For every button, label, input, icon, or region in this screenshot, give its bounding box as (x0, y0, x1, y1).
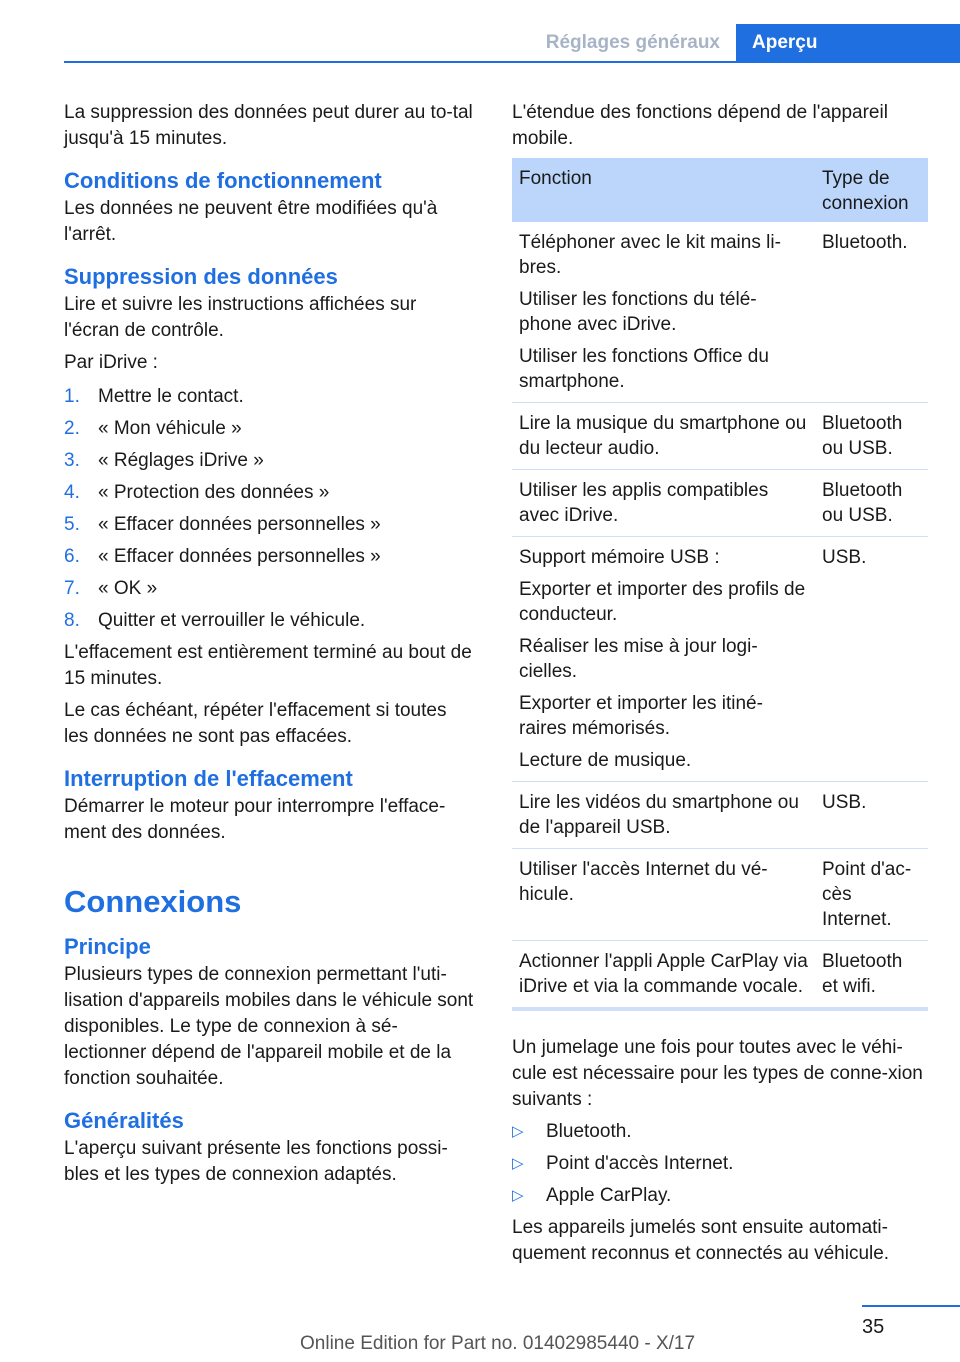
bullet-item (512, 1151, 928, 1183)
function-cell (512, 222, 815, 403)
triangle-bullet-icon: ▷ (512, 1123, 524, 1140)
conditions-text: Les données ne peuvent être modifiées qu'à l'arrêt. (64, 198, 438, 245)
heading-principe: Principe (64, 934, 151, 959)
heading-conditions: Conditions de fonctionnement (64, 168, 382, 193)
connection-types-list (512, 1119, 928, 1215)
step-number: 8. (64, 610, 80, 631)
function-text: Actionner l'appli Apple CarPlay via iDrive et via la commande vocale. (519, 951, 808, 997)
step-item (64, 576, 474, 608)
functions-intro-text: L'étendue des fonctions dépend de l'appareil mobile. (512, 102, 888, 149)
heading-interruption: Interruption de l'effacement (64, 766, 353, 791)
connection-type-cell: Point d'ac-cès Internet. (815, 849, 928, 941)
footer-rule (862, 1305, 960, 1307)
steps-list (64, 384, 474, 640)
connection-type-cell: Bluetooth ou USB. (815, 403, 928, 470)
table-row (512, 941, 928, 1010)
function-text: Utiliser l'accès Internet du vé-hicule. (519, 859, 768, 905)
step-number: 2. (64, 418, 80, 439)
step-text: Quitter et verrouiller le véhicule. (98, 610, 366, 631)
step-text: « Effacer données personnelles » (98, 546, 381, 567)
right-column (512, 100, 928, 1273)
triangle-bullet-icon: ▷ (512, 1187, 524, 1204)
step-item (64, 608, 474, 640)
function-text: Réaliser les mise à jour logi-cielles. (519, 636, 758, 682)
bullet-item (512, 1119, 928, 1151)
step-item (64, 512, 474, 544)
step-text: Mettre le contact. (98, 386, 244, 407)
table-row (512, 849, 928, 941)
connection-table (512, 158, 928, 1011)
paired-devices-text: Les appareils jumelés sont ensuite automati-quement reconnus et connectés au véhicule. (512, 1217, 890, 1264)
table-row (512, 782, 928, 849)
step-text: « Effacer données personnelles » (98, 514, 381, 535)
function-text: Lire la musique du smartphone ou du lecteur audio. (519, 413, 807, 459)
step-item (64, 544, 474, 576)
erase-complete-text: L'effacement est entièrement terminé au bout de 15 minutes. (64, 642, 472, 689)
function-text: Utiliser les fonctions du télé-phone avec iDrive. (519, 289, 757, 335)
bullet-item (512, 1183, 928, 1215)
header-active-tab: Aperçu (736, 24, 960, 63)
connection-type-cell: USB. (815, 782, 928, 849)
connection-type-cell: Bluetooth et wifi. (815, 941, 928, 1010)
pairing-text: Un jumelage une fois pour toutes avec le véhi-cule est nécessaire pour les types de conne-xion suivants : (512, 1037, 923, 1110)
function-text: Support mémoire USB : (519, 547, 720, 568)
step-text: « Protection des données » (98, 482, 330, 503)
step-item (64, 384, 474, 416)
heading-suppression: Suppression des données (64, 264, 338, 289)
function-text: Utiliser les fonctions Office du smartphone. (519, 346, 769, 392)
step-text: « OK » (98, 578, 158, 599)
step-item (64, 416, 474, 448)
edition-footer: Online Edition for Part no. 01402985440 - X/17 (300, 1333, 696, 1354)
function-text: Exporter et importer des profils de conducteur. (519, 579, 806, 625)
function-cell (512, 537, 815, 782)
table-header-connection-type: Type de connexion (815, 158, 928, 222)
header-rule (64, 61, 960, 63)
step-item (64, 448, 474, 480)
principe-text: Plusieurs types de connexion permettant l'uti-lisation d'appareils mobiles dans le véhicule sont disponibles. Le type de connexion à sé-lectionner dépend de l'appareil mobile et de la fonction souhaitée. (64, 964, 474, 1089)
function-cell (512, 403, 815, 470)
function-text: Lire les vidéos du smartphone ou de l'appareil USB. (519, 792, 799, 838)
left-column (64, 100, 474, 1194)
function-cell (512, 470, 815, 537)
idrive-label: Par iDrive : (64, 352, 158, 373)
bullet-text: Apple CarPlay. (546, 1185, 672, 1206)
deletion-duration-text: La suppression des données peut durer au to-tal jusqu'à 15 minutes. (64, 102, 473, 149)
table-row (512, 470, 928, 537)
table-header-row (512, 158, 928, 222)
heading-connexions: Connexions (64, 884, 242, 919)
page-number: 35 (862, 1316, 885, 1338)
connection-type-cell: Bluetooth. (815, 222, 928, 403)
step-text: « Réglages iDrive » (98, 450, 264, 471)
function-text: Téléphoner avec le kit mains li-bres. (519, 232, 781, 278)
function-text: Utiliser les applis compatibles avec iDrive. (519, 480, 769, 526)
step-text: « Mon véhicule » (98, 418, 242, 439)
bullet-text: Point d'accès Internet. (546, 1153, 734, 1174)
step-number: 5. (64, 514, 80, 535)
bullet-text: Bluetooth. (546, 1121, 632, 1142)
step-number: 3. (64, 450, 80, 471)
step-number: 1. (64, 386, 80, 407)
connection-type-cell: USB. (815, 537, 928, 782)
function-text: Exporter et importer les itiné-raires mémorisés. (519, 693, 763, 739)
function-cell (512, 941, 815, 1010)
triangle-bullet-icon: ▷ (512, 1155, 524, 1172)
generalites-text: L'aperçu suivant présente les fonctions possi-bles et les types de connexion adaptés. (64, 1138, 448, 1185)
table-header-function: Fonction (512, 158, 815, 222)
table-row (512, 403, 928, 470)
table-row (512, 537, 928, 782)
function-cell (512, 782, 815, 849)
function-text: Lecture de musique. (519, 750, 692, 771)
header-section-title: Réglages généraux (545, 32, 720, 53)
repeat-erase-text: Le cas échéant, répéter l'effacement si toutes les données ne sont pas effacées. (64, 700, 447, 747)
function-cell (512, 849, 815, 941)
step-item (64, 480, 474, 512)
heading-generalites: Généralités (64, 1108, 184, 1133)
table-row (512, 222, 928, 403)
step-number: 4. (64, 482, 80, 503)
suppression-text: Lire et suivre les instructions affichées sur l'écran de contrôle. (64, 294, 417, 341)
connection-type-cell: Bluetooth ou USB. (815, 470, 928, 537)
step-number: 7. (64, 578, 80, 599)
interruption-text: Démarrer le moteur pour interrompre l'efface-ment des données. (64, 796, 446, 843)
step-number: 6. (64, 546, 80, 567)
